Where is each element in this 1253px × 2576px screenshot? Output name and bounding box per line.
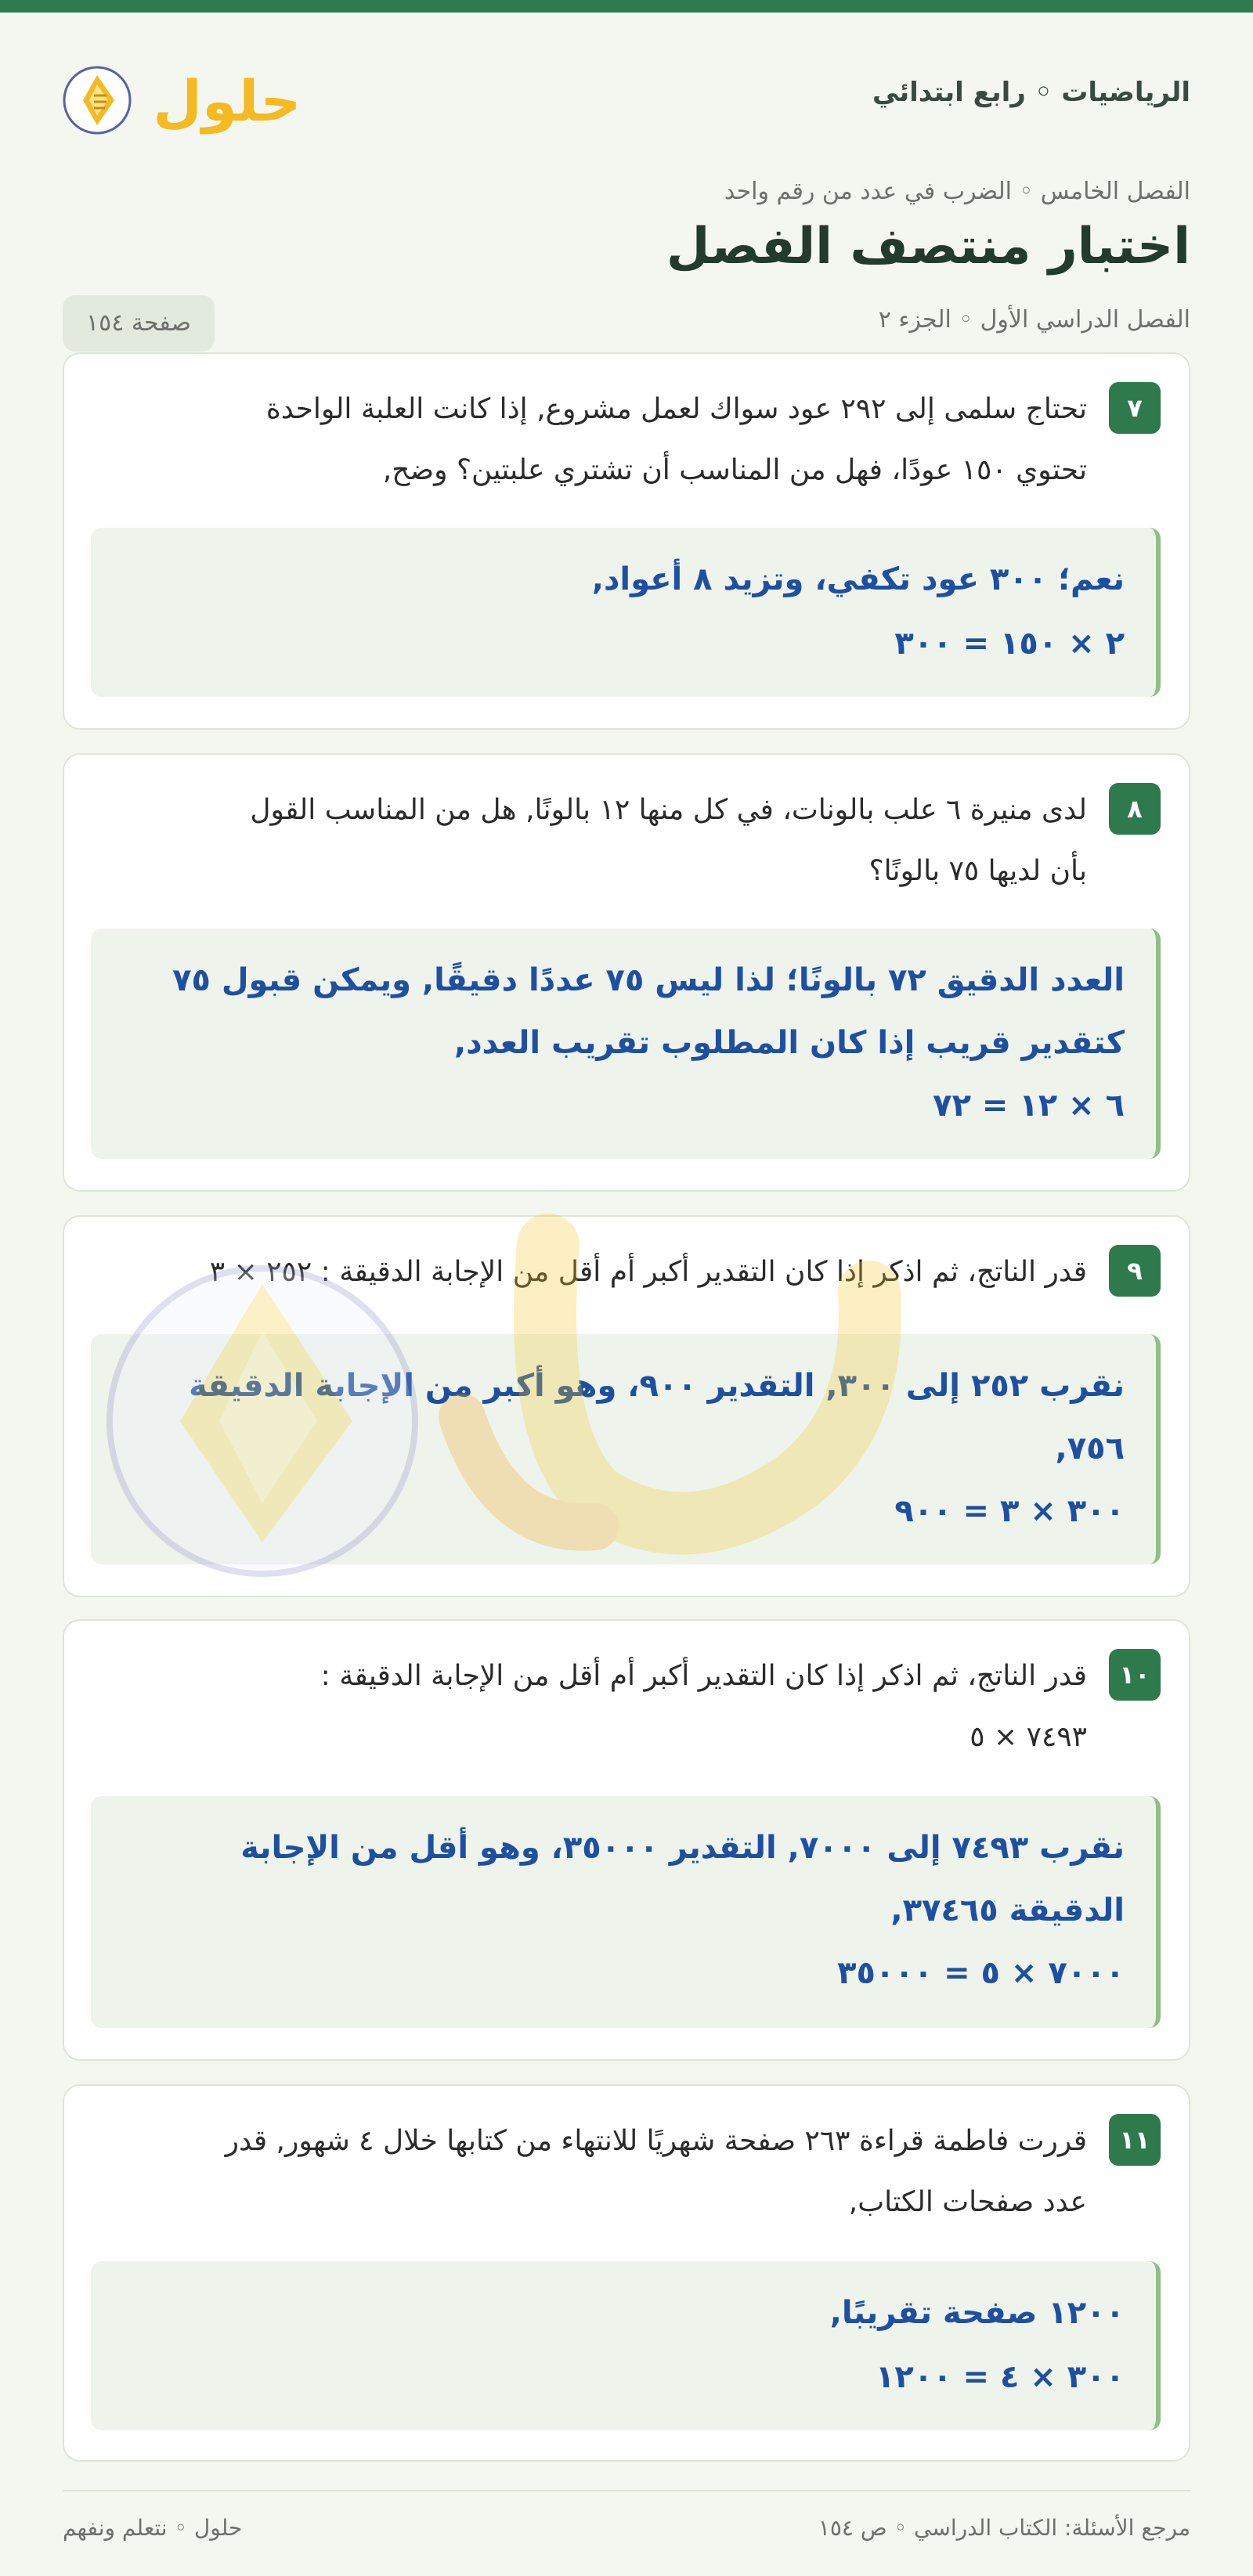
chapter-subtitle: الفصل الخامس ◦ الضرب في عدد من رقم واحد <box>724 178 1190 205</box>
meta-row <box>63 295 1190 352</box>
subject-label: الرياضيات ◦ رابع ابتدائي <box>872 77 1190 108</box>
answer-line: كتقدير قريب إذا كان المطلوب تقريب العدد, <box>453 1025 1125 1061</box>
question-card <box>63 2084 1190 2462</box>
answer-box <box>91 1796 1161 2028</box>
question-number-badge: ٧ <box>1109 382 1161 434</box>
question-line: تحتاج سلمى إلى ٢٩٢ عود سواك لعمل مشروع, إذا كانت العلبة الواحدة <box>265 393 1087 425</box>
question-number-badge: ٨ <box>1109 783 1161 835</box>
question-line: لدى منيرة ٦ علب بالونات، في كل منها ١٢ بالونًا, هل من المناسب القول <box>250 794 1087 826</box>
answer-equation: ٧٠٠٠ × ٥ = ٣٥٠٠٠ <box>837 1955 1125 1991</box>
answer-box <box>91 1334 1161 1564</box>
answer-line: نقرب ٧٤٩٣ إلى ٧٠٠٠, التقدير ٣٥٠٠٠، وهو أقل من الإجابة <box>240 1830 1125 1866</box>
answer-equation: ٦ × ١٢ = ٧٢ <box>933 1088 1125 1124</box>
answer-box <box>91 929 1161 1159</box>
question-text <box>108 2111 1087 2233</box>
question-line: قدر الناتج، ثم اذكر إذا كان التقدير أكبر أم أقل من الإجابة الدقيقة : ٢٥٢ × ٣ <box>209 1256 1087 1288</box>
question-line: عدد صفحات الكتاب, <box>848 2186 1087 2218</box>
question-card <box>63 1619 1190 2061</box>
answer-equation: ٣٠٠ × ٤ = ١٢٠٠ <box>875 2359 1125 2395</box>
header <box>63 55 1190 141</box>
title-block <box>251 168 1190 278</box>
top-accent-bar <box>0 0 1253 13</box>
hulul-logo[interactable] <box>63 55 298 141</box>
question-text <box>108 379 1087 501</box>
question-card <box>63 352 1190 730</box>
question-number-badge: ٩ <box>1109 1245 1161 1297</box>
question-line: قدر الناتج، ثم اذكر إذا كان التقدير أكبر أم أقل من الإجابة الدقيقة : <box>320 1660 1087 1692</box>
question-card <box>63 753 1190 1192</box>
logo-wordmark: حلول <box>153 68 298 134</box>
question-line: ٧٤٩٣ × ٥ <box>970 1721 1087 1753</box>
footer-reference: مرجع الأسئلة: الكتاب الدراسي ◦ ص ١٥٤ <box>818 2515 1190 2541</box>
answer-box <box>91 2261 1161 2430</box>
question-text <box>108 1242 1087 1303</box>
answer-line: نعم؛ ٣٠٠ عود تكفي، وتزيد ٨ أعواد, <box>591 561 1125 597</box>
answer-box <box>91 528 1161 697</box>
answer-equation: ٣٠٠ × ٣ = ٩٠٠ <box>894 1493 1125 1529</box>
answer-line: ٧٥٦, <box>1055 1431 1125 1467</box>
footer-brand: حلول ◦ نتعلم ونفهم <box>63 2515 243 2541</box>
answer-line: الدقيقة ٣٧٤٦٥, <box>890 1892 1125 1928</box>
question-text <box>108 1646 1087 1768</box>
answer-line: ١٢٠٠ صفحة تقريبًا, <box>829 2295 1125 2331</box>
question-line: بأن لديها ٧٥ بالونًا؟ <box>868 855 1087 887</box>
answer-line: نقرب ٢٥٢ إلى ٣٠٠, التقدير ٩٠٠، وهو أكبر من الإجابة الدقيقة <box>189 1368 1125 1404</box>
question-card <box>63 1215 1190 1597</box>
question-line: قررت فاطمة قراءة ٢٦٣ صفحة شهريًا للانتهاء من كتابها خلال ٤ شهور, قدر <box>225 2125 1087 2157</box>
semester-label: الفصل الدراسي الأول ◦ الجزء ٢ <box>878 306 1190 334</box>
question-number-badge: ١١ <box>1109 2114 1161 2166</box>
question-number-badge: ١٠ <box>1109 1649 1161 1701</box>
question-line: تحتوي ١٥٠ عودًا، فهل من المناسب أن تشتري علبتين؟ وضح, <box>382 454 1087 486</box>
question-text <box>108 780 1087 902</box>
page-number-badge: صفحة ١٥٤ <box>63 295 215 352</box>
answer-line: العدد الدقيق ٧٢ بالونًا؛ لذا ليس ٧٥ عددًا دقيقًا, ويمكن قبول ٧٥ <box>172 962 1125 998</box>
answer-equation: ٢ × ١٥٠ = ٣٠٠ <box>894 626 1125 662</box>
page-footer <box>63 2490 1190 2562</box>
page-title: اختبار منتصف الفصل <box>666 218 1190 276</box>
